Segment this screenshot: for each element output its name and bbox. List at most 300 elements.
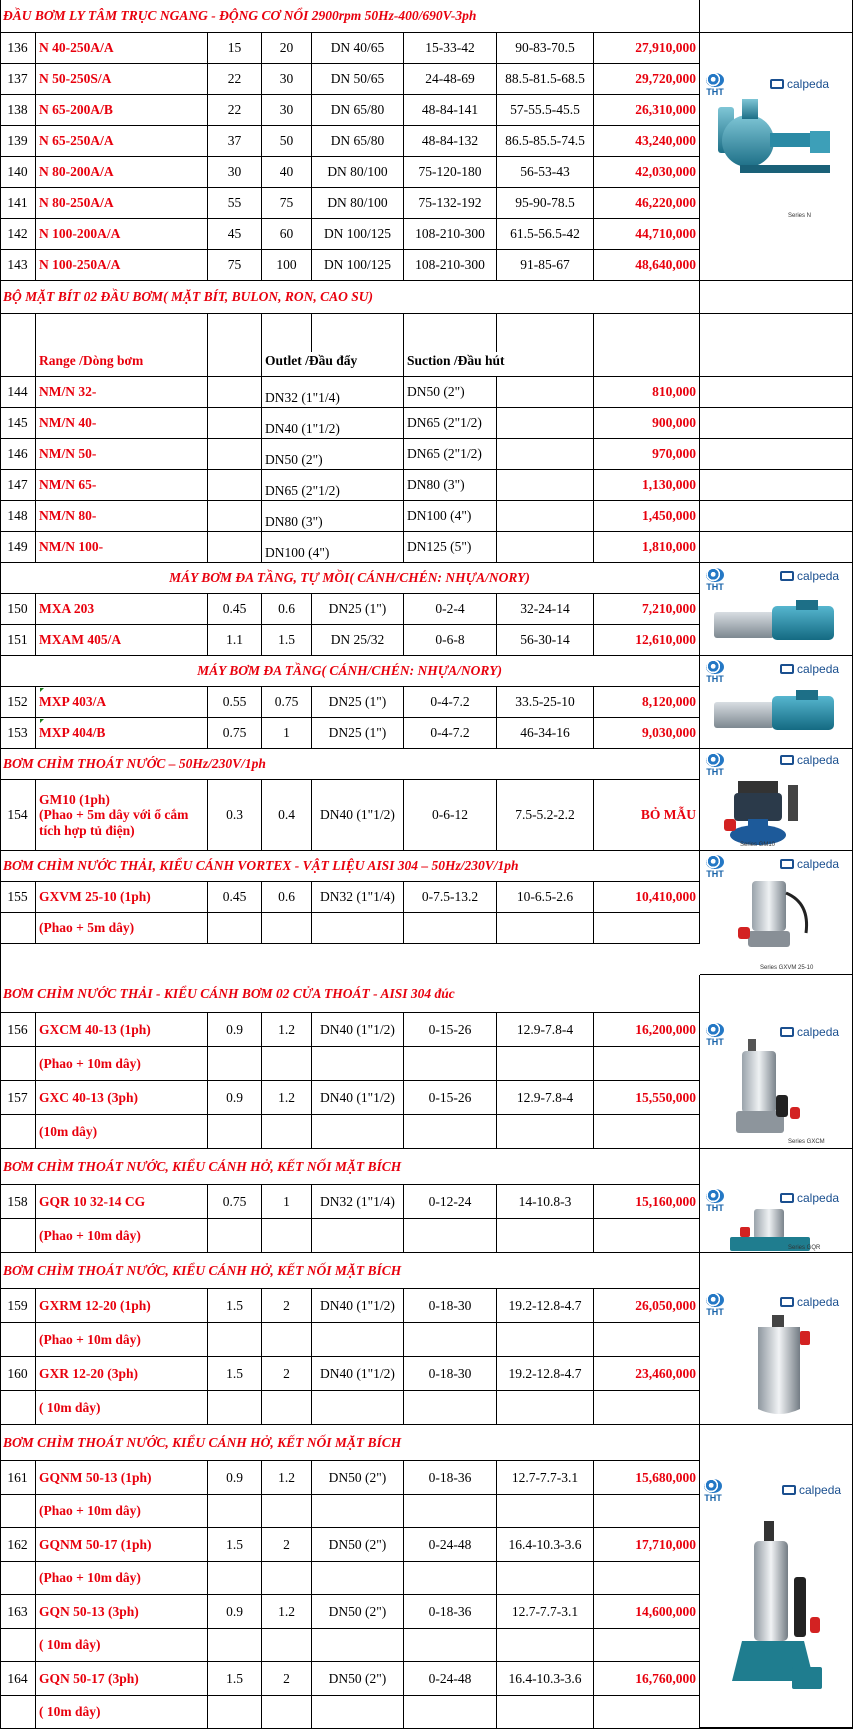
model-note: ( 10m dây) (36, 1391, 208, 1424)
head-range: 12.9-7.8-4 (497, 1081, 594, 1114)
empty-cell (312, 1219, 404, 1252)
series-caption: Series N (788, 213, 812, 219)
section-title-open-impeller-2: BƠM CHÌM THOÁT NƯỚC, KIỂU CÁNH HỞ, KẾT NỐI MẶT BÍCH (0, 1253, 700, 1289)
head-range: 57-55.5-45.5 (497, 95, 594, 125)
empty-cell (208, 1047, 262, 1080)
power-kw: 37 (208, 126, 262, 156)
empty-cell (262, 1115, 312, 1148)
model-name: NM/N 65- (36, 470, 208, 500)
section-title-two-channel: BƠM CHÌM NƯỚC THẢI - KIỂU CÁNH BƠM 02 CỬA THOÁT - AISI 304 đúc (0, 975, 700, 1013)
flow-range: 0-7.5-13.2 (404, 882, 497, 912)
calpeda-logo-icon: calpeda (770, 77, 829, 91)
empty-cell (594, 1323, 700, 1356)
outlet-size: DN40 (1"1/2) (262, 408, 404, 438)
head-range: 88.5-81.5-68.5 (497, 64, 594, 94)
outlet-size: DN80 (3") (262, 501, 404, 531)
row-number: 162 (0, 1528, 36, 1561)
section-title-open-impeller-3: BƠM CHÌM THOÁT NƯỚC, KIỂU CÁNH HỞ, KẾT NỐI MẶT BÍCH (0, 1425, 700, 1461)
connection-size: DN 100/125 (312, 250, 404, 280)
empty-cell (497, 1629, 594, 1661)
price: 15,160,000 (594, 1185, 700, 1218)
section-title-open-impeller: BƠM CHÌM THOÁT NƯỚC, KIỂU CÁNH HỞ, KẾT NỐI MẶT BÍCH (0, 1149, 700, 1185)
row-number: 160 (0, 1357, 36, 1390)
head-range: 56-53-43 (497, 157, 594, 187)
empty-cell (594, 1115, 700, 1148)
section-title-multistage: MÁY BƠM ĐA TẦNG( CÁNH/CHÉN: NHỰA/NORY) (0, 656, 700, 687)
model-note: ( 10m dây) (36, 1696, 208, 1728)
pump-image-gm10 (700, 749, 853, 851)
connection-size: DN50 (2") (312, 1461, 404, 1494)
power-hp: 0.4 (262, 780, 312, 850)
flow-range: 0-6-8 (404, 625, 497, 655)
empty-cell (208, 1495, 262, 1527)
empty-cell (404, 1391, 497, 1424)
power-hp: 0.6 (262, 882, 312, 912)
connection-size: DN 65/80 (312, 95, 404, 125)
empty-cell (700, 532, 853, 562)
section-title-vortex: BƠM CHÌM NƯỚC THẢI, KIỂU CÁNH VORTEX - VẬT LIỆU AISI 304 – 50Hz/230V/1ph (0, 851, 700, 882)
power-hp: 30 (262, 95, 312, 125)
empty-cell (404, 1323, 497, 1356)
flow-range: 24-48-69 (404, 64, 497, 94)
empty-cell (262, 1219, 312, 1252)
empty-cell (497, 1696, 594, 1728)
outlet-size: DN65 (2"1/2) (262, 470, 404, 500)
price: 23,460,000 (594, 1357, 700, 1390)
power-kw: 22 (208, 64, 262, 94)
section-title-horizontal-pumps: ĐẦU BƠM LY TÂM TRỤC NGANG - ĐỘNG CƠ NỔI 2900rpm 50Hz-400/690V-3ph (0, 0, 700, 33)
head-range: 19.2-12.8-4.7 (497, 1357, 594, 1390)
head-range: 7.5-5.2-2.2 (497, 780, 594, 850)
connection-size: DN25 (1") (312, 687, 404, 717)
price: 16,200,000 (594, 1013, 700, 1046)
empty-cell (404, 1047, 497, 1080)
empty-cell (262, 1696, 312, 1728)
empty-cell (262, 1047, 312, 1080)
empty-cell (208, 1115, 262, 1148)
flow-range: 0-4-7.2 (404, 718, 497, 748)
empty-cell (700, 470, 853, 500)
multistage-pump-icon (706, 598, 846, 648)
connection-size: DN 25/32 (312, 625, 404, 655)
power-hp: 2 (262, 1528, 312, 1561)
connection-size: DN 65/80 (312, 126, 404, 156)
flow-range: 0-2-4 (404, 594, 497, 624)
price: 46,220,000 (594, 188, 700, 218)
calpeda-logo-icon: calpeda (780, 857, 839, 871)
empty-cell (404, 1696, 497, 1728)
power-hp: 20 (262, 33, 312, 63)
head-range: 16.4-10.3-3.6 (497, 1528, 594, 1561)
power-kw: 15 (208, 33, 262, 63)
flow-range: 108-210-300 (404, 219, 497, 249)
suction-size: DN65 (2"1/2) (404, 408, 497, 438)
model-name: MXAM 405/A (36, 625, 208, 655)
price: 26,310,000 (594, 95, 700, 125)
model-name: GQR 10 32-14 CG (36, 1185, 208, 1218)
model-note: (Phao + 5m dây) (36, 913, 208, 943)
model-name: N 65-200A/B (36, 95, 208, 125)
power-kw: 0.55 (208, 687, 262, 717)
row-number: 137 (0, 64, 36, 94)
power-kw: 0.9 (208, 1081, 262, 1114)
empty-cell (208, 377, 262, 407)
calpeda-logo-icon: calpeda (780, 662, 839, 676)
pump-image-mxa (700, 563, 853, 656)
section-title-flanges: BỘ MẶT BÍT 02 ĐẦU BƠM( MẶT BÍT, BULON, RON, CAO SU) (0, 281, 700, 314)
empty-cell (208, 1562, 262, 1594)
empty-cell (594, 913, 700, 943)
empty-cell (0, 1323, 36, 1356)
flow-range: 0-18-30 (404, 1289, 497, 1322)
model-note: (Phao + 5m dây với ổ cắm tích hợp tủ điện) (39, 807, 189, 838)
model-name: GQN 50-13 (3ph) (36, 1595, 208, 1628)
row-number: 156 (0, 1013, 36, 1046)
model-name: NM/N 100- (36, 532, 208, 562)
price: 27,910,000 (594, 33, 700, 63)
model-name: GXVM 25-10 (1ph) (36, 882, 208, 912)
power-hp: 2 (262, 1289, 312, 1322)
flange-row (0, 377, 853, 408)
connection-size: DN 100/125 (312, 219, 404, 249)
model-note: (Phao + 10m dây) (36, 1323, 208, 1356)
power-kw: 75 (208, 250, 262, 280)
price: 1,810,000 (594, 532, 700, 562)
submersible-pump-icon (722, 1517, 832, 1717)
model-name: GXR 12-20 (3ph) (36, 1357, 208, 1390)
section-row (700, 281, 853, 314)
head-range: 14-10.8-3 (497, 1185, 594, 1218)
row-number: 153 (0, 718, 36, 748)
empty-cell (700, 0, 853, 32)
head-range: 91-85-67 (497, 250, 594, 280)
model-name: GQN 50-17 (3ph) (36, 1662, 208, 1695)
row-number: 152 (0, 687, 36, 717)
stainless-submersible-pump-icon (736, 1313, 826, 1423)
pump-image-gxvm (700, 851, 853, 975)
price: 43,240,000 (594, 126, 700, 156)
connection-size: DN50 (2") (312, 1662, 404, 1695)
connection-size: DN32 (1"1/4) (312, 882, 404, 912)
empty-cell (700, 346, 853, 376)
flow-range: 48-84-132 (404, 126, 497, 156)
power-kw: 0.45 (208, 882, 262, 912)
model-name: N 50-250S/A (36, 64, 208, 94)
flow-range: 75-120-180 (404, 157, 497, 187)
power-hp: 30 (262, 64, 312, 94)
cell-marker-icon (40, 719, 44, 723)
tht-logo-icon: THT (706, 1023, 724, 1047)
empty-cell (208, 1391, 262, 1424)
empty-cell (497, 1495, 594, 1527)
model-name: N 80-250A/A (36, 188, 208, 218)
model-name: MXP 404/B (36, 718, 208, 748)
suction-size: DN100 (4") (404, 501, 497, 531)
horizontal-pump-icon (710, 93, 840, 203)
tht-logo-icon: THT (706, 855, 724, 879)
model-name: GXC 40-13 (3ph) (36, 1081, 208, 1114)
empty-cell (700, 281, 853, 313)
calpeda-logo-icon: calpeda (782, 1483, 841, 1497)
flange-row (0, 532, 853, 563)
empty-cell (262, 1629, 312, 1661)
power-kw: 0.45 (208, 594, 262, 624)
model-name: NM/N 50- (36, 439, 208, 469)
empty-cell (0, 1219, 36, 1252)
empty-cell (497, 1323, 594, 1356)
flow-range: 0-12-24 (404, 1185, 497, 1218)
row-number: 138 (0, 95, 36, 125)
model-note: ( 10m dây) (36, 1629, 208, 1661)
empty-cell (497, 1562, 594, 1594)
empty-cell (208, 1219, 262, 1252)
power-kw: 1.5 (208, 1357, 262, 1390)
head-range: 32-24-14 (497, 594, 594, 624)
model-name: MXP 403/A (36, 687, 208, 717)
submersible-pump-icon (718, 775, 818, 847)
connection-size: DN 50/65 (312, 64, 404, 94)
empty-cell (0, 1495, 36, 1527)
outlet-size: DN32 (1"1/4) (262, 377, 404, 407)
empty-cell (262, 913, 312, 943)
empty-cell (700, 439, 853, 469)
flange-row (0, 439, 853, 470)
cell-marker-icon (40, 688, 44, 692)
head-range: 86.5-85.5-74.5 (497, 126, 594, 156)
section-title-drainage: BƠM CHÌM THOÁT NƯỚC – 50Hz/230V/1ph (0, 749, 700, 780)
header-row (0, 346, 853, 377)
model-name: MXA 203 (36, 594, 208, 624)
empty-cell (594, 1391, 700, 1424)
connection-size: DN25 (1") (312, 594, 404, 624)
model-name: GQNM 50-17 (1ph) (36, 1528, 208, 1561)
pump-image-gxcm (700, 975, 853, 1149)
empty-cell (312, 1115, 404, 1148)
flow-range: 108-210-300 (404, 250, 497, 280)
head-range: 12.9-7.8-4 (497, 1013, 594, 1046)
empty-cell (262, 1323, 312, 1356)
empty-cell (497, 501, 594, 531)
tht-logo-icon: THT (706, 1189, 724, 1213)
connection-size: DN40 (1"1/2) (312, 1081, 404, 1114)
row-number: 136 (0, 33, 36, 63)
flow-range: 0-4-7.2 (404, 687, 497, 717)
row-number: 143 (0, 250, 36, 280)
power-hp: 1.2 (262, 1081, 312, 1114)
flow-range: 15-33-42 (404, 33, 497, 63)
empty-cell (208, 913, 262, 943)
flow-range: 0-18-30 (404, 1357, 497, 1390)
series-caption: Series GXCM (788, 1139, 825, 1145)
empty-cell (497, 439, 594, 469)
stainless-submersible-pump-icon (714, 1035, 814, 1145)
price: 900,000 (594, 408, 700, 438)
outlet-size: DN50 (2") (262, 439, 404, 469)
calpeda-logo-icon: calpeda (780, 1025, 839, 1039)
empty-cell (497, 532, 594, 562)
row-number: 145 (0, 408, 36, 438)
suction-size: DN80 (3") (404, 470, 497, 500)
price: 15,680,000 (594, 1461, 700, 1494)
row-number: 140 (0, 157, 36, 187)
calpeda-logo-icon: calpeda (780, 569, 839, 583)
outlet-size: DN100 (4") (262, 532, 404, 562)
flow-range: 75-132-192 (404, 188, 497, 218)
flow-range: 0-15-26 (404, 1081, 497, 1114)
series-caption: Series GXVM 25-10 (760, 965, 814, 971)
pump-image-gxr (700, 1253, 853, 1425)
model-note: (Phao + 10m dây) (36, 1219, 208, 1252)
empty-cell (594, 346, 700, 376)
empty-cell (312, 913, 404, 943)
power-hp: 0.6 (262, 594, 312, 624)
model-note: (Phao + 10m dây) (36, 1495, 208, 1527)
row-number: 148 (0, 501, 36, 531)
power-hp: 1.2 (262, 1595, 312, 1628)
connection-size: DN25 (1") (312, 718, 404, 748)
row-number: 155 (0, 882, 36, 912)
empty-cell (312, 1391, 404, 1424)
empty-cell (312, 1562, 404, 1594)
pump-image-mxp (700, 656, 853, 749)
flange-row (0, 470, 853, 501)
empty-cell (497, 913, 594, 943)
head-range: 61.5-56.5-42 (497, 219, 594, 249)
flow-range: 0-18-36 (404, 1461, 497, 1494)
head-range: 56-30-14 (497, 625, 594, 655)
empty-cell (0, 1629, 36, 1661)
tht-logo-icon: THT (706, 1293, 724, 1317)
price: 16,760,000 (594, 1662, 700, 1695)
suction-size: DN65 (2"1/2) (404, 439, 497, 469)
power-kw: 1.5 (208, 1662, 262, 1695)
empty-cell (208, 532, 262, 562)
connection-size: DN50 (2") (312, 1528, 404, 1561)
model-note: (10m dây) (36, 1115, 208, 1148)
empty-cell (312, 1495, 404, 1527)
power-hp: 1.2 (262, 1461, 312, 1494)
power-hp: 1.2 (262, 1013, 312, 1046)
power-kw: 45 (208, 219, 262, 249)
head-range: 16.4-10.3-3.6 (497, 1662, 594, 1695)
empty-cell (208, 1696, 262, 1728)
empty-cell (0, 1562, 36, 1594)
price: 1,130,000 (594, 470, 700, 500)
power-kw: 0.9 (208, 1595, 262, 1628)
empty-cell (208, 1629, 262, 1661)
empty-cell (594, 1629, 700, 1661)
connection-size: DN40 (1"1/2) (312, 1289, 404, 1322)
connection-size: DN40 (1"1/2) (312, 1013, 404, 1046)
empty-cell (594, 1562, 700, 1594)
calpeda-logo-icon: calpeda (780, 753, 839, 767)
head-range: 46-34-16 (497, 718, 594, 748)
model-note: (Phao + 10m dây) (36, 1562, 208, 1594)
row-number: 158 (0, 1185, 36, 1218)
empty-cell (404, 1115, 497, 1148)
flow-range: 0-24-48 (404, 1662, 497, 1695)
empty-cell (404, 1219, 497, 1252)
power-hp: 1 (262, 718, 312, 748)
head-range: 12.7-7.7-3.1 (497, 1595, 594, 1628)
empty-cell (0, 1115, 36, 1148)
pump-image-series-n (700, 33, 853, 281)
price: 8,120,000 (594, 687, 700, 717)
connection-size: DN 80/100 (312, 188, 404, 218)
model-name (36, 780, 208, 850)
row-number: 141 (0, 188, 36, 218)
power-hp: 40 (262, 157, 312, 187)
row-number: 142 (0, 219, 36, 249)
model-title: GM10 (1ph) (39, 791, 110, 807)
connection-size: DN40 (1"1/2) (312, 780, 404, 850)
empty-cell (497, 1047, 594, 1080)
model-name: GXCM 40-13 (1ph) (36, 1013, 208, 1046)
row-number: 149 (0, 532, 36, 562)
flow-range: 0-6-12 (404, 780, 497, 850)
power-hp: 2 (262, 1357, 312, 1390)
empty-cell (312, 1323, 404, 1356)
suction-size: DN50 (2") (404, 377, 497, 407)
power-kw: 1.1 (208, 625, 262, 655)
price: 7,210,000 (594, 594, 700, 624)
tht-logo-icon: THT (704, 1479, 722, 1503)
empty-cell (0, 1696, 36, 1728)
price: 48,640,000 (594, 250, 700, 280)
price: 15,550,000 (594, 1081, 700, 1114)
section-title-multistage-selfpriming: MÁY BƠM ĐA TẦNG, TỰ MỒI( CÁNH/CHÉN: NHỰA/NORY) (0, 563, 700, 594)
power-hp: 75 (262, 188, 312, 218)
price: 26,050,000 (594, 1289, 700, 1322)
empty-cell (262, 1495, 312, 1527)
flow-range: 48-84-141 (404, 95, 497, 125)
price: 12,610,000 (594, 625, 700, 655)
suction-size: DN125 (5") (404, 532, 497, 562)
model-name: NM/N 80- (36, 501, 208, 531)
empty-cell (208, 408, 262, 438)
empty-cell (700, 377, 853, 407)
empty-cell (404, 1629, 497, 1661)
model-name: N 100-200A/A (36, 219, 208, 249)
empty-cell (0, 913, 36, 943)
model-name: NM/N 32- (36, 377, 208, 407)
price: 44,710,000 (594, 219, 700, 249)
empty-cell (700, 408, 853, 438)
empty-cell (497, 408, 594, 438)
calpeda-logo-icon: calpeda (780, 1191, 839, 1205)
series-caption: Series GQR (788, 1245, 821, 1251)
price: 10,410,000 (594, 882, 700, 912)
empty-cell (497, 377, 594, 407)
empty-cell (594, 1495, 700, 1527)
model-note: (Phao + 10m dây) (36, 1047, 208, 1080)
tht-logo-icon: THT (706, 568, 724, 592)
multistage-pump-icon (706, 688, 846, 738)
power-kw: 55 (208, 188, 262, 218)
price: 1,450,000 (594, 501, 700, 531)
table-left-border (0, 0, 1, 1728)
flange-row (0, 408, 853, 439)
connection-size: DN32 (1"1/4) (312, 1185, 404, 1218)
empty-cell (0, 1391, 36, 1424)
empty-cell (208, 346, 262, 376)
row-number: 147 (0, 470, 36, 500)
model-name: N 65-250A/A (36, 126, 208, 156)
head-range: 33.5-25-10 (497, 687, 594, 717)
header-range: Range /Dòng bơm (36, 346, 208, 376)
row-number: 144 (0, 377, 36, 407)
price: 970,000 (594, 439, 700, 469)
